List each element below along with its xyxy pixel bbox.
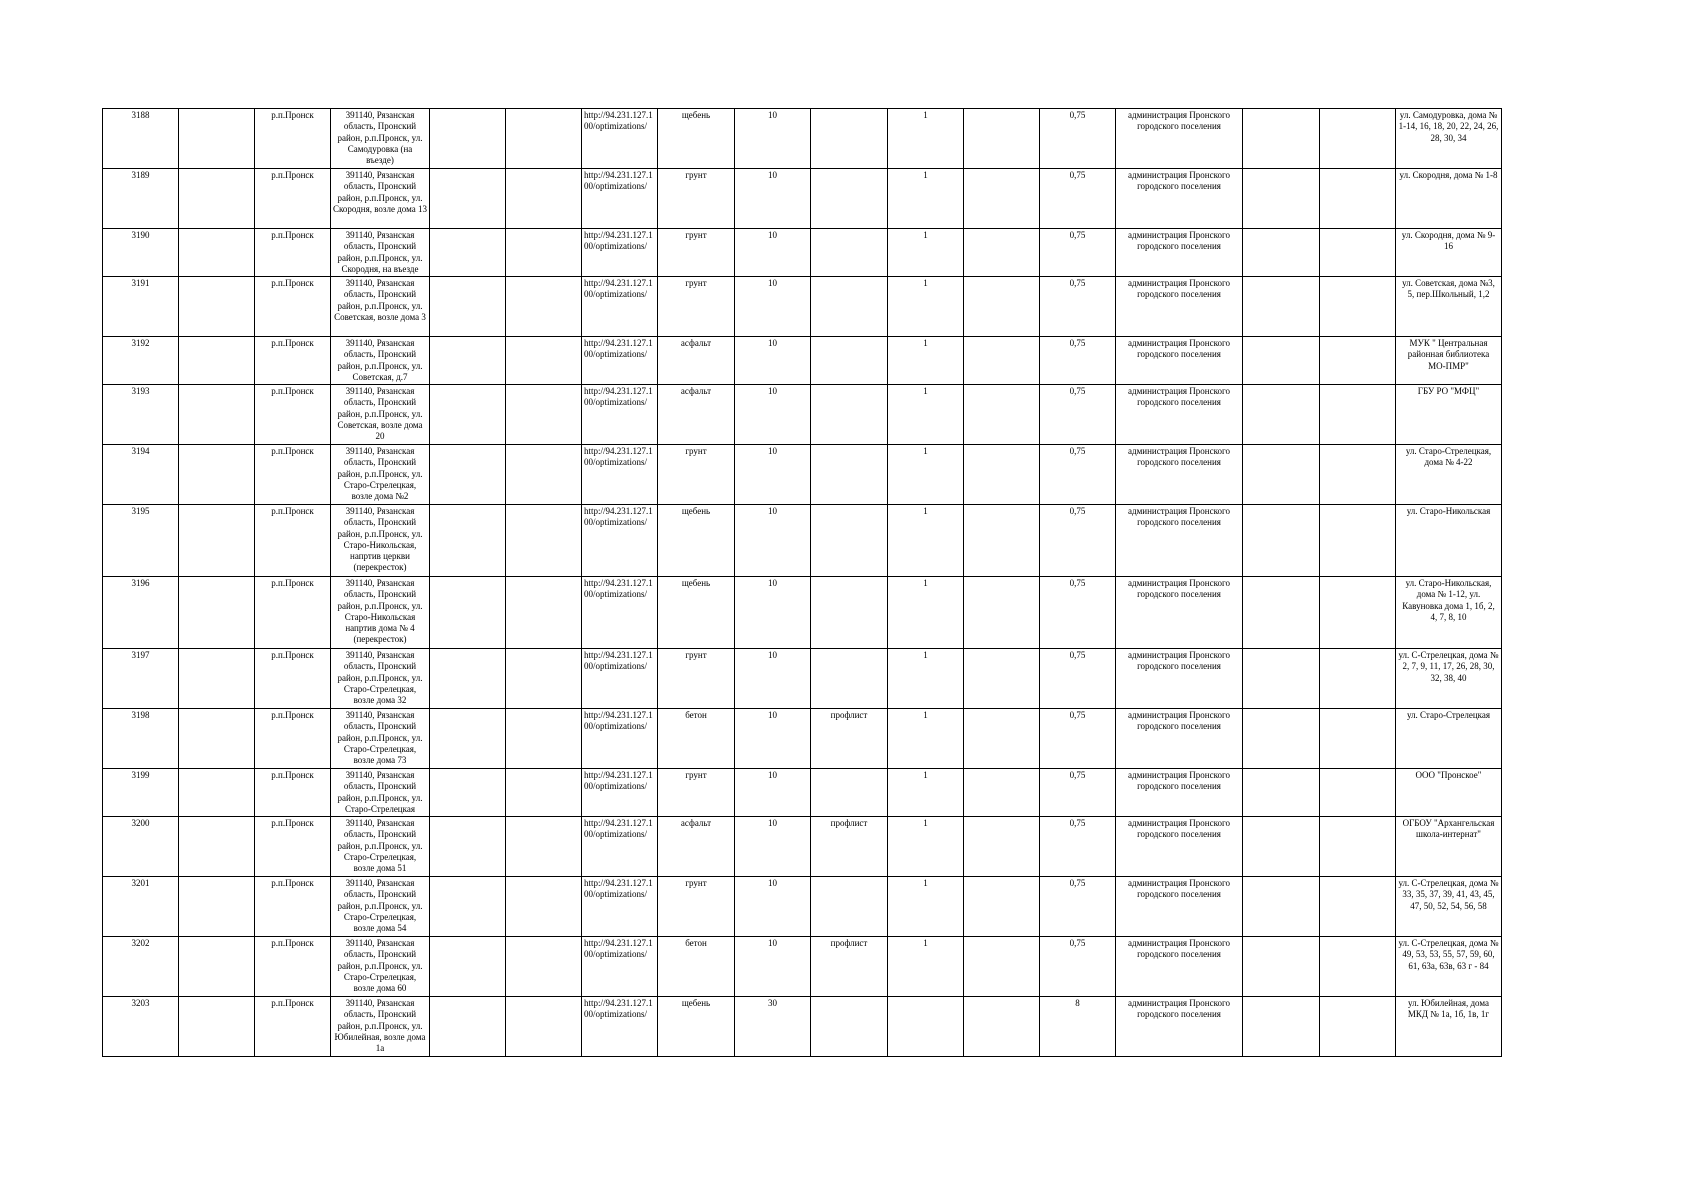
cell-empty — [506, 109, 582, 169]
cell-area: 10 — [735, 577, 811, 649]
cell-link: http://94.231.127.100/optimizations/ — [582, 817, 658, 877]
table-row — [103, 337, 1502, 385]
cell-number: 3190 — [103, 229, 179, 277]
cell-empty — [179, 577, 255, 649]
cell-number: 3191 — [103, 277, 179, 337]
cell-surface: бетон — [658, 937, 735, 997]
cell-containers: 1 — [888, 229, 964, 277]
cell-fence — [811, 997, 888, 1057]
cell-empty — [506, 169, 582, 229]
cell-waste-sources: ул. Старо-Никольская, дома № 1-12, ул. Кавуновка дома 1, 1б, 2, 4, 7, 8, 10 — [1396, 577, 1502, 649]
cell-empty — [430, 229, 506, 277]
cell-empty — [1243, 385, 1320, 445]
cell-containers: 1 — [888, 385, 964, 445]
cell-address: 391140, Рязанская область, Пронский район, р.п.Пронск, ул. Юбилейная, возле дома 1а — [331, 997, 430, 1057]
cell-empty — [964, 877, 1040, 937]
cell-empty — [1243, 229, 1320, 277]
cell-address: 391140, Рязанская область, Пронский район, р.п.Пронск, ул. Скородня, на въезде — [331, 229, 430, 277]
cell-empty — [506, 577, 582, 649]
table-row — [103, 505, 1502, 577]
cell-owner: администрация Пронского городского поселения — [1116, 997, 1243, 1057]
cell-surface: бетон — [658, 709, 735, 769]
cell-surface: грунт — [658, 229, 735, 277]
cell-owner: администрация Пронского городского поселения — [1116, 277, 1243, 337]
cell-volume: 0,75 — [1040, 445, 1116, 505]
cell-volume: 0,75 — [1040, 769, 1116, 817]
cell-empty — [179, 649, 255, 709]
cell-number: 3202 — [103, 937, 179, 997]
cell-volume: 0,75 — [1040, 877, 1116, 937]
cell-locality: р.п.Пронск — [255, 709, 331, 769]
cell-volume: 8 — [1040, 997, 1116, 1057]
cell-link: http://94.231.127.100/optimizations/ — [582, 109, 658, 169]
cell-empty — [1320, 445, 1396, 505]
cell-link: http://94.231.127.100/optimizations/ — [582, 937, 658, 997]
cell-empty — [964, 649, 1040, 709]
cell-link: http://94.231.127.100/optimizations/ — [582, 385, 658, 445]
cell-empty — [1320, 229, 1396, 277]
cell-containers: 1 — [888, 817, 964, 877]
cell-address: 391140, Рязанская область, Пронский район, р.п.Пронск, ул. Старо-Стрелецкая — [331, 769, 430, 817]
cell-fence — [811, 877, 888, 937]
cell-surface: асфальт — [658, 817, 735, 877]
cell-empty — [1320, 505, 1396, 577]
cell-empty — [1320, 997, 1396, 1057]
cell-empty — [506, 769, 582, 817]
cell-volume: 0,75 — [1040, 577, 1116, 649]
cell-empty — [179, 169, 255, 229]
cell-empty — [964, 169, 1040, 229]
cell-address: 391140, Рязанская область, Пронский район, р.п.Пронск, ул. Старо-Никольская напртив дома № 4 (перекресток) — [331, 577, 430, 649]
cell-area: 10 — [735, 445, 811, 505]
cell-locality: р.п.Пронск — [255, 769, 331, 817]
table-row — [103, 229, 1502, 277]
cell-empty — [964, 577, 1040, 649]
cell-empty — [1320, 169, 1396, 229]
table-row — [103, 877, 1502, 937]
cell-empty — [179, 385, 255, 445]
cell-waste-sources: ул. С-Стрелецкая, дома № 49, 53, 53, 55, 57, 59, 60, 61, 63а, 63в, 63 г - 84 — [1396, 937, 1502, 997]
cell-fence — [811, 385, 888, 445]
cell-containers — [888, 997, 964, 1057]
cell-link: http://94.231.127.100/optimizations/ — [582, 877, 658, 937]
cell-empty — [1320, 277, 1396, 337]
cell-surface: щебень — [658, 109, 735, 169]
cell-volume: 0,75 — [1040, 709, 1116, 769]
cell-area: 10 — [735, 817, 811, 877]
cell-link: http://94.231.127.100/optimizations/ — [582, 169, 658, 229]
cell-empty — [179, 445, 255, 505]
cell-empty — [964, 937, 1040, 997]
cell-owner: администрация Пронского городского поселения — [1116, 445, 1243, 505]
cell-empty — [430, 817, 506, 877]
table-row — [103, 937, 1502, 997]
cell-empty — [430, 109, 506, 169]
cell-empty — [1243, 817, 1320, 877]
cell-empty — [430, 937, 506, 997]
cell-empty — [964, 505, 1040, 577]
cell-empty — [506, 997, 582, 1057]
cell-empty — [1243, 877, 1320, 937]
cell-link: http://94.231.127.100/optimizations/ — [582, 337, 658, 385]
cell-empty — [430, 769, 506, 817]
cell-locality: р.п.Пронск — [255, 937, 331, 997]
cell-waste-sources: ул. С-Стрелецкая, дома № 33, 35, 37, 39, 41, 43, 45, 47, 50, 52, 54, 56, 58 — [1396, 877, 1502, 937]
cell-empty — [964, 229, 1040, 277]
cell-number: 3201 — [103, 877, 179, 937]
cell-empty — [1320, 877, 1396, 937]
cell-waste-sources: ГБУ РО "МФЦ" — [1396, 385, 1502, 445]
cell-number: 3197 — [103, 649, 179, 709]
cell-address: 391140, Рязанская область, Пронский район, р.п.Пронск, ул. Старо-Стрелецкая, возле дома 73 — [331, 709, 430, 769]
cell-containers: 1 — [888, 937, 964, 997]
cell-locality: р.п.Пронск — [255, 577, 331, 649]
cell-address: 391140, Рязанская область, Пронский район, р.п.Пронск, ул. Старо-Никольская, напртив церкви (перекресток) — [331, 505, 430, 577]
cell-empty — [1243, 937, 1320, 997]
cell-locality: р.п.Пронск — [255, 997, 331, 1057]
cell-area: 10 — [735, 277, 811, 337]
cell-owner: администрация Пронского городского поселения — [1116, 709, 1243, 769]
cell-empty — [430, 169, 506, 229]
cell-address: 391140, Рязанская область, Пронский район, р.п.Пронск, ул. Советская, возле дома 3 — [331, 277, 430, 337]
cell-empty — [430, 277, 506, 337]
cell-empty — [964, 997, 1040, 1057]
table-row — [103, 997, 1502, 1057]
cell-empty — [506, 709, 582, 769]
cell-empty — [179, 769, 255, 817]
cell-waste-sources: ул. Скородня, дома № 9-16 — [1396, 229, 1502, 277]
cell-area: 10 — [735, 505, 811, 577]
cell-empty — [430, 445, 506, 505]
table-row — [103, 649, 1502, 709]
cell-number: 3195 — [103, 505, 179, 577]
cell-volume: 0,75 — [1040, 109, 1116, 169]
cell-fence: профлист — [811, 709, 888, 769]
cell-address: 391140, Рязанская область, Пронский район, р.п.Пронск, ул. Самодуровка (на въезде) — [331, 109, 430, 169]
cell-containers: 1 — [888, 649, 964, 709]
cell-waste-sources: ул. Старо-Стрелецкая, дома № 4-22 — [1396, 445, 1502, 505]
cell-empty — [179, 229, 255, 277]
cell-empty — [1320, 709, 1396, 769]
cell-area: 10 — [735, 109, 811, 169]
cell-empty — [1243, 709, 1320, 769]
cell-area: 10 — [735, 229, 811, 277]
cell-number: 3200 — [103, 817, 179, 877]
cell-link: http://94.231.127.100/optimizations/ — [582, 229, 658, 277]
cell-owner: администрация Пронского городского поселения — [1116, 109, 1243, 169]
cell-empty — [1243, 649, 1320, 709]
cell-waste-sources: ул. Самодуровка, дома № 1-14, 16, 18, 20, 22, 24, 26, 28, 30, 34 — [1396, 109, 1502, 169]
cell-empty — [506, 937, 582, 997]
cell-empty — [430, 385, 506, 445]
cell-fence — [811, 769, 888, 817]
cell-volume: 0,75 — [1040, 385, 1116, 445]
cell-empty — [1320, 817, 1396, 877]
cell-empty — [964, 109, 1040, 169]
cell-empty — [964, 817, 1040, 877]
cell-surface: грунт — [658, 277, 735, 337]
cell-waste-sources: ул. Старо-Стрелецкая — [1396, 709, 1502, 769]
cell-empty — [506, 385, 582, 445]
cell-surface: грунт — [658, 169, 735, 229]
table-row — [103, 169, 1502, 229]
cell-owner: администрация Пронского городского поселения — [1116, 769, 1243, 817]
table-row — [103, 817, 1502, 877]
cell-number: 3196 — [103, 577, 179, 649]
cell-owner: администрация Пронского городского поселения — [1116, 577, 1243, 649]
cell-fence — [811, 337, 888, 385]
cell-area: 10 — [735, 337, 811, 385]
cell-fence — [811, 505, 888, 577]
cell-empty — [1320, 337, 1396, 385]
cell-link: http://94.231.127.100/optimizations/ — [582, 277, 658, 337]
cell-empty — [179, 337, 255, 385]
cell-owner: администрация Пронского городского поселения — [1116, 937, 1243, 997]
cell-empty — [1243, 169, 1320, 229]
cell-volume: 0,75 — [1040, 169, 1116, 229]
cell-empty — [1243, 337, 1320, 385]
cell-area: 10 — [735, 385, 811, 445]
cell-locality: р.п.Пронск — [255, 505, 331, 577]
cell-empty — [179, 877, 255, 937]
cell-empty — [430, 997, 506, 1057]
cell-owner: администрация Пронского городского поселения — [1116, 505, 1243, 577]
cell-containers: 1 — [888, 877, 964, 937]
cell-empty — [430, 709, 506, 769]
cell-address: 391140, Рязанская область, Пронский район, р.п.Пронск, ул. Старо-Стрелецкая, возле дома 51 — [331, 817, 430, 877]
cell-empty — [1243, 505, 1320, 577]
cell-fence: профлист — [811, 937, 888, 997]
cell-empty — [506, 445, 582, 505]
cell-empty — [179, 277, 255, 337]
cell-empty — [1320, 937, 1396, 997]
cell-fence — [811, 229, 888, 277]
cell-empty — [964, 709, 1040, 769]
table-row — [103, 445, 1502, 505]
cell-owner: администрация Пронского городского поселения — [1116, 337, 1243, 385]
cell-volume: 0,75 — [1040, 505, 1116, 577]
table-row — [103, 385, 1502, 445]
cell-containers: 1 — [888, 505, 964, 577]
cell-address: 391140, Рязанская область, Пронский район, р.п.Пронск, ул. Старо-Стрелецкая, возле дома №2 — [331, 445, 430, 505]
cell-empty — [1320, 577, 1396, 649]
cell-empty — [430, 337, 506, 385]
cell-area: 10 — [735, 877, 811, 937]
cell-containers: 1 — [888, 109, 964, 169]
cell-number: 3193 — [103, 385, 179, 445]
table-row — [103, 709, 1502, 769]
cell-surface: грунт — [658, 769, 735, 817]
cell-empty — [1320, 769, 1396, 817]
table-row — [103, 277, 1502, 337]
cell-volume: 0,75 — [1040, 277, 1116, 337]
table-row — [103, 577, 1502, 649]
cell-waste-sources: ул. Старо-Никольская — [1396, 505, 1502, 577]
cell-link: http://94.231.127.100/optimizations/ — [582, 445, 658, 505]
cell-empty — [179, 817, 255, 877]
cell-area: 10 — [735, 769, 811, 817]
cell-empty — [964, 385, 1040, 445]
cell-empty — [1243, 769, 1320, 817]
cell-waste-sources: ул. Советская, дома №3, 5, пер.Школьный, 1,2 — [1396, 277, 1502, 337]
cell-empty — [506, 277, 582, 337]
cell-surface: асфальт — [658, 337, 735, 385]
cell-volume: 0,75 — [1040, 817, 1116, 877]
cell-address: 391140, Рязанская область, Пронский район, р.п.Пронск, ул. Советская, возле дома 20 — [331, 385, 430, 445]
cell-containers: 1 — [888, 277, 964, 337]
cell-waste-sources: ОГБОУ "Архангельская школа-интернат" — [1396, 817, 1502, 877]
table-row — [103, 109, 1502, 169]
cell-empty — [506, 229, 582, 277]
cell-containers: 1 — [888, 709, 964, 769]
cell-empty — [1243, 577, 1320, 649]
cell-owner: администрация Пронского городского поселения — [1116, 649, 1243, 709]
cell-locality: р.п.Пронск — [255, 877, 331, 937]
cell-address: 391140, Рязанская область, Пронский район, р.п.Пронск, ул. Советская, д.7 — [331, 337, 430, 385]
cell-locality: р.п.Пронск — [255, 229, 331, 277]
cell-link: http://94.231.127.100/optimizations/ — [582, 505, 658, 577]
cell-empty — [1243, 445, 1320, 505]
cell-surface: грунт — [658, 649, 735, 709]
table-row — [103, 769, 1502, 817]
cell-surface: щебень — [658, 505, 735, 577]
cell-locality: р.п.Пронск — [255, 109, 331, 169]
cell-locality: р.п.Пронск — [255, 277, 331, 337]
cell-empty — [179, 937, 255, 997]
table-body — [103, 109, 1502, 1057]
cell-containers: 1 — [888, 577, 964, 649]
cell-owner: администрация Пронского городского поселения — [1116, 385, 1243, 445]
cell-address: 391140, Рязанская область, Пронский район, р.п.Пронск, ул. Старо-Стрелецкая, возле дома 32 — [331, 649, 430, 709]
cell-containers: 1 — [888, 337, 964, 385]
cell-number: 3198 — [103, 709, 179, 769]
cell-number: 3199 — [103, 769, 179, 817]
cell-waste-sources: ул. Юбилейная, дома МКД № 1а, 1б, 1в, 1г — [1396, 997, 1502, 1057]
cell-empty — [964, 769, 1040, 817]
cell-number: 3194 — [103, 445, 179, 505]
cell-link: http://94.231.127.100/optimizations/ — [582, 577, 658, 649]
cell-empty — [506, 877, 582, 937]
cell-empty — [430, 877, 506, 937]
cell-number: 3189 — [103, 169, 179, 229]
cell-containers: 1 — [888, 445, 964, 505]
cell-containers: 1 — [888, 769, 964, 817]
cell-fence: профлист — [811, 817, 888, 877]
cell-owner: администрация Пронского городского поселения — [1116, 169, 1243, 229]
cell-surface: асфальт — [658, 385, 735, 445]
cell-empty — [179, 709, 255, 769]
cell-waste-sources: ул. С-Стрелецкая, дома № 2, 7, 9, 11, 17, 26, 28, 30, 32, 38, 40 — [1396, 649, 1502, 709]
cell-empty — [430, 649, 506, 709]
cell-empty — [506, 337, 582, 385]
cell-empty — [179, 997, 255, 1057]
cell-fence — [811, 577, 888, 649]
cell-volume: 0,75 — [1040, 229, 1116, 277]
cell-empty — [179, 505, 255, 577]
cell-locality: р.п.Пронск — [255, 649, 331, 709]
cell-locality: р.п.Пронск — [255, 385, 331, 445]
cell-volume: 0,75 — [1040, 937, 1116, 997]
cell-empty — [430, 505, 506, 577]
cell-empty — [179, 109, 255, 169]
cell-locality: р.п.Пронск — [255, 445, 331, 505]
cell-address: 391140, Рязанская область, Пронский район, р.п.Пронск, ул. Скородня, возле дома 13 — [331, 169, 430, 229]
cell-fence — [811, 109, 888, 169]
cell-number: 3203 — [103, 997, 179, 1057]
cell-empty — [430, 577, 506, 649]
cell-empty — [506, 817, 582, 877]
cell-empty — [964, 277, 1040, 337]
cell-owner: администрация Пронского городского поселения — [1116, 817, 1243, 877]
registry-table — [102, 108, 1502, 1057]
cell-empty — [964, 337, 1040, 385]
cell-link: http://94.231.127.100/optimizations/ — [582, 769, 658, 817]
cell-empty — [1243, 997, 1320, 1057]
cell-fence — [811, 277, 888, 337]
cell-link: http://94.231.127.100/optimizations/ — [582, 997, 658, 1057]
cell-empty — [964, 445, 1040, 505]
cell-surface: щебень — [658, 577, 735, 649]
cell-empty — [1243, 109, 1320, 169]
cell-owner: администрация Пронского городского поселения — [1116, 877, 1243, 937]
cell-link: http://94.231.127.100/optimizations/ — [582, 649, 658, 709]
cell-area: 10 — [735, 169, 811, 229]
cell-fence — [811, 169, 888, 229]
cell-owner: администрация Пронского городского поселения — [1116, 229, 1243, 277]
cell-area: 10 — [735, 709, 811, 769]
cell-area: 10 — [735, 649, 811, 709]
cell-surface: грунт — [658, 877, 735, 937]
cell-area: 30 — [735, 997, 811, 1057]
cell-surface: грунт — [658, 445, 735, 505]
cell-empty — [1320, 109, 1396, 169]
cell-locality: р.п.Пронск — [255, 169, 331, 229]
cell-address: 391140, Рязанская область, Пронский район, р.п.Пронск, ул. Старо-Стрелецкая, возле дома 54 — [331, 877, 430, 937]
cell-empty — [506, 649, 582, 709]
cell-waste-sources: ул. Скородня, дома № 1-8 — [1396, 169, 1502, 229]
cell-address: 391140, Рязанская область, Пронский район, р.п.Пронск, ул. Старо-Стрелецкая, возле дома 60 — [331, 937, 430, 997]
cell-locality: р.п.Пронск — [255, 337, 331, 385]
cell-surface: щебень — [658, 997, 735, 1057]
cell-link: http://94.231.127.100/optimizations/ — [582, 709, 658, 769]
cell-locality: р.п.Пронск — [255, 817, 331, 877]
cell-empty — [1320, 649, 1396, 709]
cell-waste-sources: ООО "Пронское" — [1396, 769, 1502, 817]
cell-empty — [1243, 277, 1320, 337]
cell-containers: 1 — [888, 169, 964, 229]
cell-area: 10 — [735, 937, 811, 997]
cell-empty — [1320, 385, 1396, 445]
cell-number: 3192 — [103, 337, 179, 385]
cell-volume: 0,75 — [1040, 337, 1116, 385]
cell-volume: 0,75 — [1040, 649, 1116, 709]
cell-empty — [506, 505, 582, 577]
cell-fence — [811, 649, 888, 709]
cell-number: 3188 — [103, 109, 179, 169]
cell-waste-sources: МУК " Центральная районная библиотека МО-ПМР" — [1396, 337, 1502, 385]
cell-fence — [811, 445, 888, 505]
